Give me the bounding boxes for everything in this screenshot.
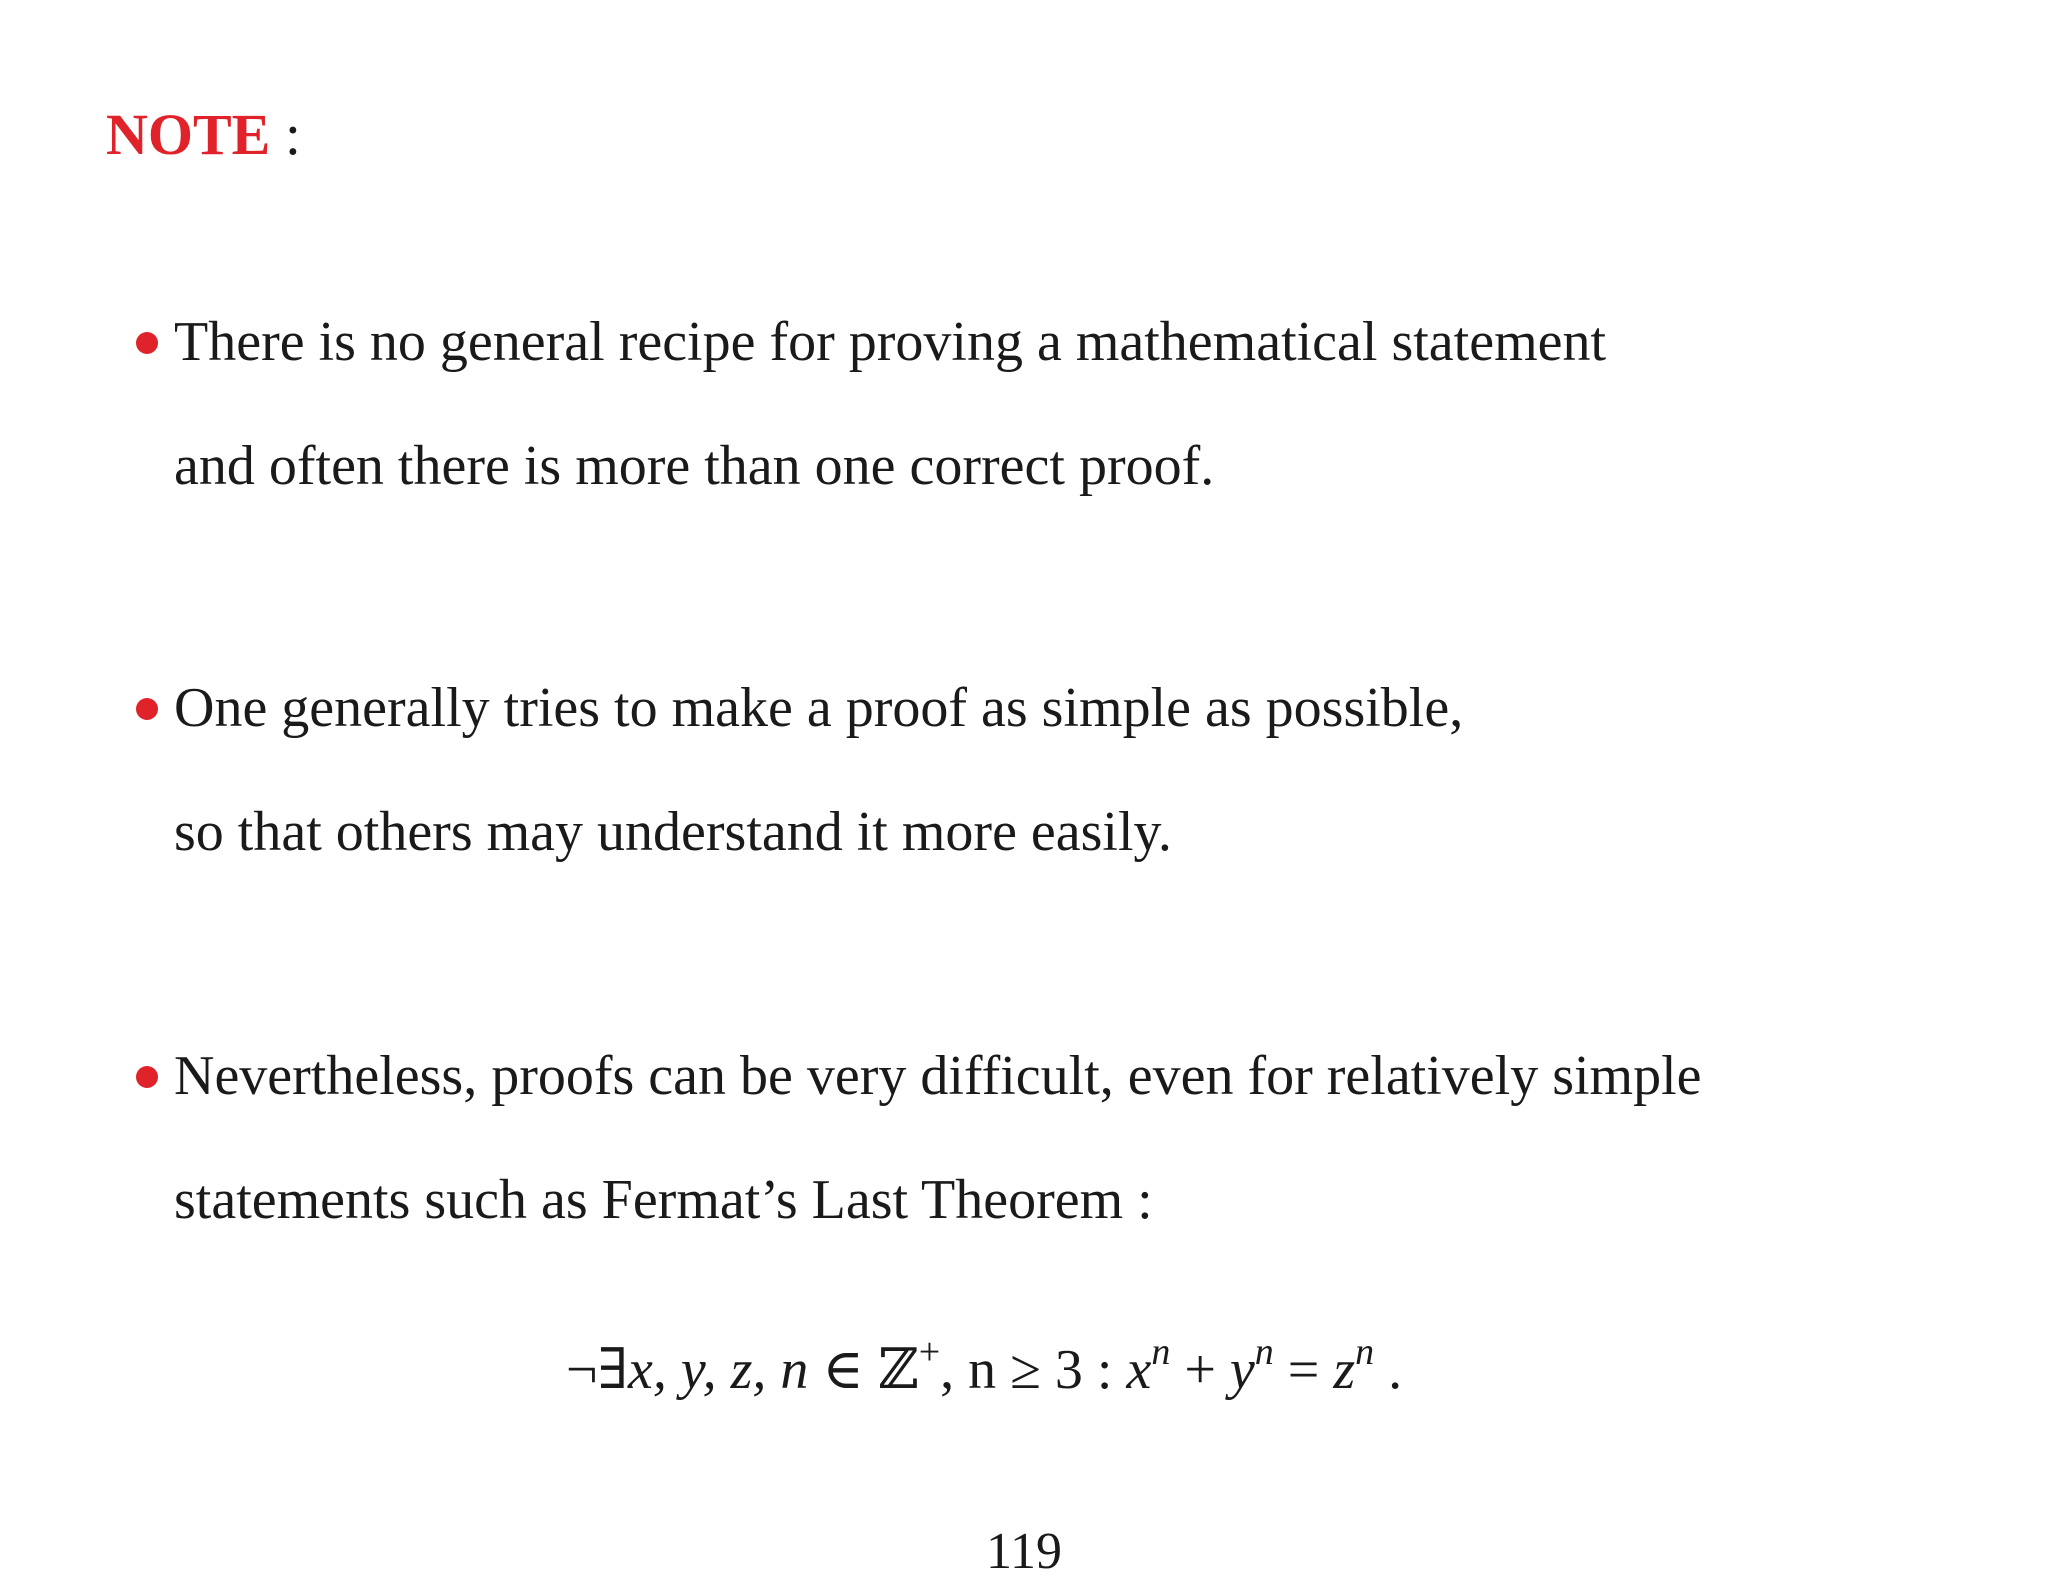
formula-z: z bbox=[1333, 1339, 1356, 1401]
bullet-2-line-1 bbox=[136, 672, 1463, 744]
formula-y: y bbox=[1229, 1339, 1255, 1401]
formula-exp-1: n bbox=[1151, 1331, 1171, 1374]
formula-prefix: ¬∃ bbox=[566, 1339, 628, 1401]
formula-plus: + bbox=[1170, 1339, 1230, 1401]
bullet-3-text-1: Nevertheless, proofs can be very difficult, even for relatively simple bbox=[174, 1045, 1702, 1107]
formula-exp-2: n bbox=[1254, 1331, 1274, 1374]
formula-exp-3: n bbox=[1355, 1331, 1375, 1374]
bullet-3-line-1 bbox=[136, 1040, 1702, 1112]
fermat-formula bbox=[566, 1331, 1403, 1406]
note-colon: : bbox=[270, 102, 301, 167]
bullet-icon bbox=[136, 1066, 158, 1088]
formula-in: ∈ ℤ bbox=[808, 1339, 919, 1401]
bullet-1-text-2: and often there is more than one correct proof. bbox=[174, 435, 1215, 497]
bullet-2-text-1: One generally tries to make a proof as simple as possible, bbox=[174, 677, 1464, 739]
formula-end: . bbox=[1374, 1339, 1403, 1401]
bullet-3-line-2 bbox=[174, 1164, 1153, 1236]
note-heading bbox=[106, 96, 301, 173]
bullet-icon bbox=[136, 332, 158, 354]
formula-cond: , n ≥ 3 : bbox=[940, 1339, 1127, 1401]
bullet-1-line-1 bbox=[136, 306, 1606, 378]
bullet-1-text-1: There is no general recipe for proving a mathematical statement bbox=[174, 311, 1607, 373]
bullet-3-text-2: statements such as Fermat’s Last Theorem : bbox=[174, 1169, 1153, 1231]
page-number: 119 bbox=[985, 1523, 1063, 1580]
note-label: NOTE bbox=[106, 102, 271, 167]
bullet-2-text-2: so that others may understand it more easily. bbox=[174, 801, 1172, 863]
bullet-icon bbox=[136, 698, 158, 720]
formula-plus-sup: + bbox=[918, 1331, 941, 1374]
formula-eq: = bbox=[1273, 1339, 1334, 1401]
bullet-2-line-2 bbox=[174, 796, 1172, 868]
bullet-1-line-2 bbox=[174, 430, 1214, 502]
formula-vars: x, y, z, n bbox=[627, 1339, 809, 1401]
formula-x: x bbox=[1126, 1339, 1152, 1401]
